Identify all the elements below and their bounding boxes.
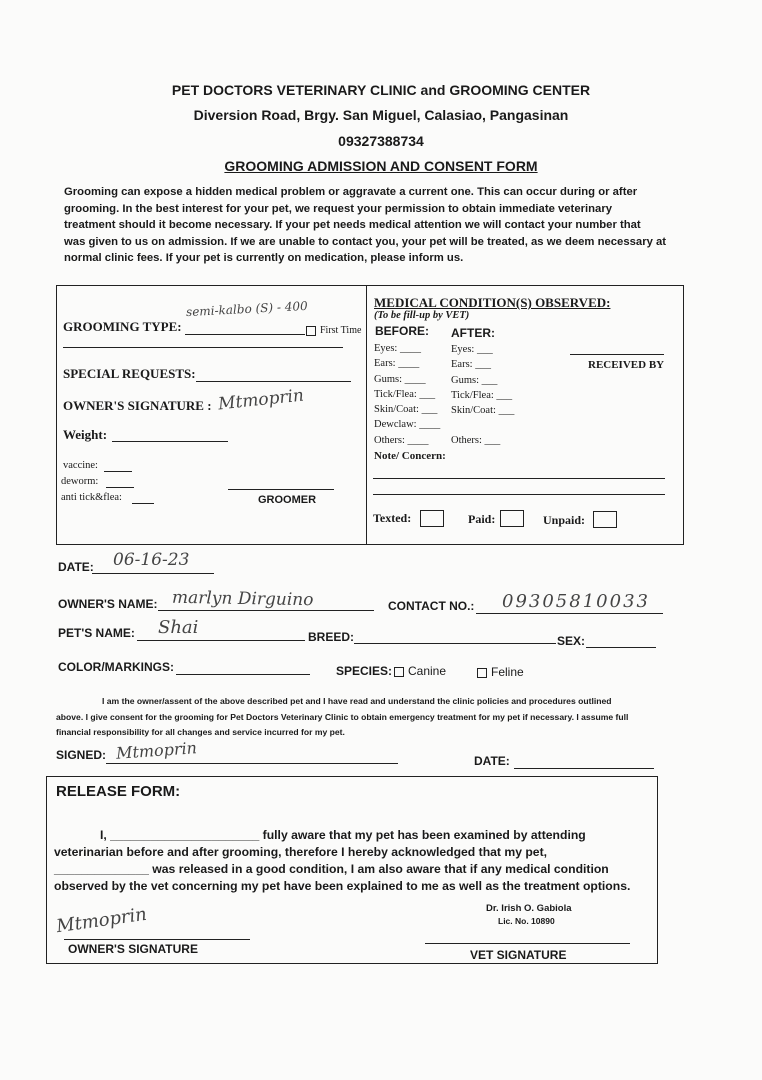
breed-label: BREED:: [308, 630, 355, 644]
intro-line: treatment should it become necessary. If your pet needs medical attention we will contact your number that: [64, 219, 641, 232]
sex-label: SEX:: [557, 634, 586, 648]
groomer-line[interactable]: [228, 489, 334, 490]
deworm-label: deworm:: [61, 476, 99, 487]
before-item: Others: ____: [374, 434, 429, 446]
after-item: Skin/Coat: ___: [451, 405, 515, 417]
clinic-name: PET DOCTORS VETERINARY CLINIC and GROOMING CENTER: [171, 82, 591, 98]
grooming-type-line: [185, 334, 305, 335]
release-owner-signature-value[interactable]: Mtmoprin: [54, 903, 149, 938]
grooming-type-extra-line: [63, 347, 343, 348]
breed-line[interactable]: [354, 643, 556, 644]
after-label: AFTER:: [451, 326, 495, 340]
before-label: BEFORE:: [375, 324, 429, 338]
first-time-checkbox[interactable]: [306, 325, 361, 336]
intro-line: normal clinic fees. If your pet is currently on medication, please inform us.: [64, 252, 464, 265]
note-label: Note/ Concern:: [374, 450, 446, 462]
intro-line: grooming. In the best interest for your pet, we request your permission to obtain immediate veterinary: [64, 202, 613, 215]
texted-checkbox[interactable]: [420, 510, 444, 527]
release-text: [54, 827, 652, 895]
pet-name-label: PET'S NAME:: [58, 626, 135, 640]
deworm-line[interactable]: [106, 487, 134, 488]
paid-label: Paid:: [468, 512, 496, 526]
release-line: veterinarian before and after grooming, therefore I hereby acknowledged that my pet,: [54, 845, 548, 859]
medical-subtitle: (To be fill-up by VET): [374, 310, 470, 321]
signed-date-label: DATE:: [474, 754, 510, 768]
signed-line: [106, 763, 398, 764]
canine-label: Canine: [408, 664, 447, 678]
canine-option[interactable]: [394, 664, 446, 678]
vet-signature-line[interactable]: [425, 943, 630, 944]
consent-paragraph: [56, 694, 668, 741]
after-item: Tick/Flea: ___: [451, 389, 513, 401]
after-item: Eyes: ___: [451, 344, 493, 355]
signed-value[interactable]: Mtmoprin: [115, 738, 198, 763]
grooming-type-label: GROOMING TYPE:: [63, 319, 182, 334]
owner-signature-value[interactable]: Mtmoprin: [217, 385, 305, 415]
paid-checkbox[interactable]: [500, 510, 524, 527]
groomer-label: GROOMER: [258, 494, 317, 506]
form-title: GROOMING ADMISSION AND CONSENT FORM: [224, 158, 538, 174]
medical-title: MEDICAL CONDITION(S) OBSERVED:: [374, 295, 611, 310]
table-divider: [366, 286, 367, 544]
checkbox-icon[interactable]: [394, 667, 404, 677]
checkbox-icon[interactable]: [477, 668, 487, 678]
sex-line[interactable]: [586, 647, 656, 648]
feline-option[interactable]: [477, 665, 524, 679]
antitick-line[interactable]: [132, 503, 154, 504]
vaccine-line[interactable]: [104, 471, 132, 472]
owner-name-value[interactable]: marlyn Dirguino: [171, 587, 314, 611]
release-line: observed by the vet concerning my pet have been explained to me as well as the treatment options.: [54, 879, 631, 893]
weight-label: Weight:: [63, 427, 108, 442]
clinic-phone: 09327388734: [338, 133, 424, 149]
release-owner-signature-label: OWNER'S SIGNATURE: [68, 942, 198, 956]
special-requests-label: SPECIAL REQUESTS:: [63, 366, 196, 381]
before-item: Skin/Coat: ___: [374, 404, 438, 416]
species-label: SPECIES:: [336, 664, 393, 678]
vet-license: Lic. No. 10890: [498, 916, 555, 926]
feline-label: Feline: [491, 665, 524, 679]
pet-name-value[interactable]: Shai: [158, 617, 199, 638]
color-line[interactable]: [176, 674, 310, 675]
before-item: Dewclaw: ____: [374, 419, 441, 431]
consent-line: above. I give consent for the grooming for Pet Doctors Veterinary Clinic to obtain emergency treatment for my pet if necessary. I assume full: [56, 711, 629, 722]
weight-line[interactable]: [112, 441, 228, 442]
vet-signature-label: VET SIGNATURE: [470, 948, 567, 962]
vet-name: Dr. Irish O. Gabiola: [486, 903, 572, 914]
release-line: I, ______________________ fully aware that my pet has been examined by attending: [100, 828, 586, 842]
consent-line: financial responsibility for all changes and service incurred for my pet.: [56, 727, 345, 737]
intro-line: Grooming can expose a hidden medical problem or aggravate a current one. This can occur during or after: [64, 186, 638, 198]
first-time-label: First Time: [320, 325, 362, 336]
owner-signature-line: [64, 939, 250, 940]
before-item: Eyes: ____: [374, 343, 421, 354]
received-by-label: RECEIVED BY: [588, 359, 665, 371]
checkbox-icon[interactable]: [306, 326, 316, 336]
antitick-label: anti tick&flea:: [61, 492, 122, 503]
before-item: Tick/Flea: ___: [374, 388, 436, 400]
vaccine-label: vaccine:: [63, 460, 98, 471]
contact-label: CONTACT NO.:: [388, 599, 475, 613]
after-item: Gums: ___: [451, 374, 498, 386]
date-value[interactable]: 06-16-23: [113, 550, 190, 570]
unpaid-checkbox[interactable]: [593, 511, 617, 528]
unpaid-label: Unpaid:: [543, 513, 586, 527]
before-item: Gums: ____: [374, 373, 426, 385]
intro-line: was given to us on admission. If we are unable to contact you, your pet will be treated, as we deem necessary at: [64, 235, 667, 248]
owner-name-label: OWNER'S NAME:: [58, 597, 158, 611]
contact-value[interactable]: 09305810033: [502, 591, 650, 612]
before-item: Ears: ____: [374, 358, 420, 370]
contact-line: [476, 613, 663, 614]
color-label: COLOR/MARKINGS:: [58, 660, 174, 674]
date-line: [92, 573, 214, 574]
special-requests-line[interactable]: [196, 381, 351, 382]
received-by-line[interactable]: [570, 354, 664, 355]
texted-label: Texted:: [373, 511, 412, 525]
after-list: [451, 342, 514, 449]
date-label: DATE:: [58, 560, 94, 574]
before-list: [374, 341, 440, 448]
pet-name-line: [137, 640, 305, 641]
after-item: Ears: ___: [451, 359, 491, 371]
signed-label: SIGNED:: [56, 748, 107, 762]
grooming-type-value[interactable]: semi-kalbo (S) - 400: [185, 298, 308, 320]
consent-line: I am the owner/assent of the above described pet and I have read and understand the clinic policies and procedures outlined: [102, 696, 612, 706]
clinic-address: Diversion Road, Brgy. San Miguel, Calasiao, Pangasinan: [193, 107, 569, 123]
owner-signature-label: OWNER'S SIGNATURE :: [63, 398, 212, 413]
release-line: ______________ was released in a good condition, I am also aware that if any medical condition: [54, 862, 609, 876]
signed-date-line[interactable]: [514, 768, 654, 769]
note-line-1[interactable]: [373, 478, 665, 479]
after-item: Others: ___: [451, 435, 501, 447]
owner-name-line: [158, 610, 374, 611]
release-title: RELEASE FORM:: [56, 783, 181, 800]
intro-paragraph: [64, 184, 674, 267]
note-line-2[interactable]: [373, 494, 665, 495]
